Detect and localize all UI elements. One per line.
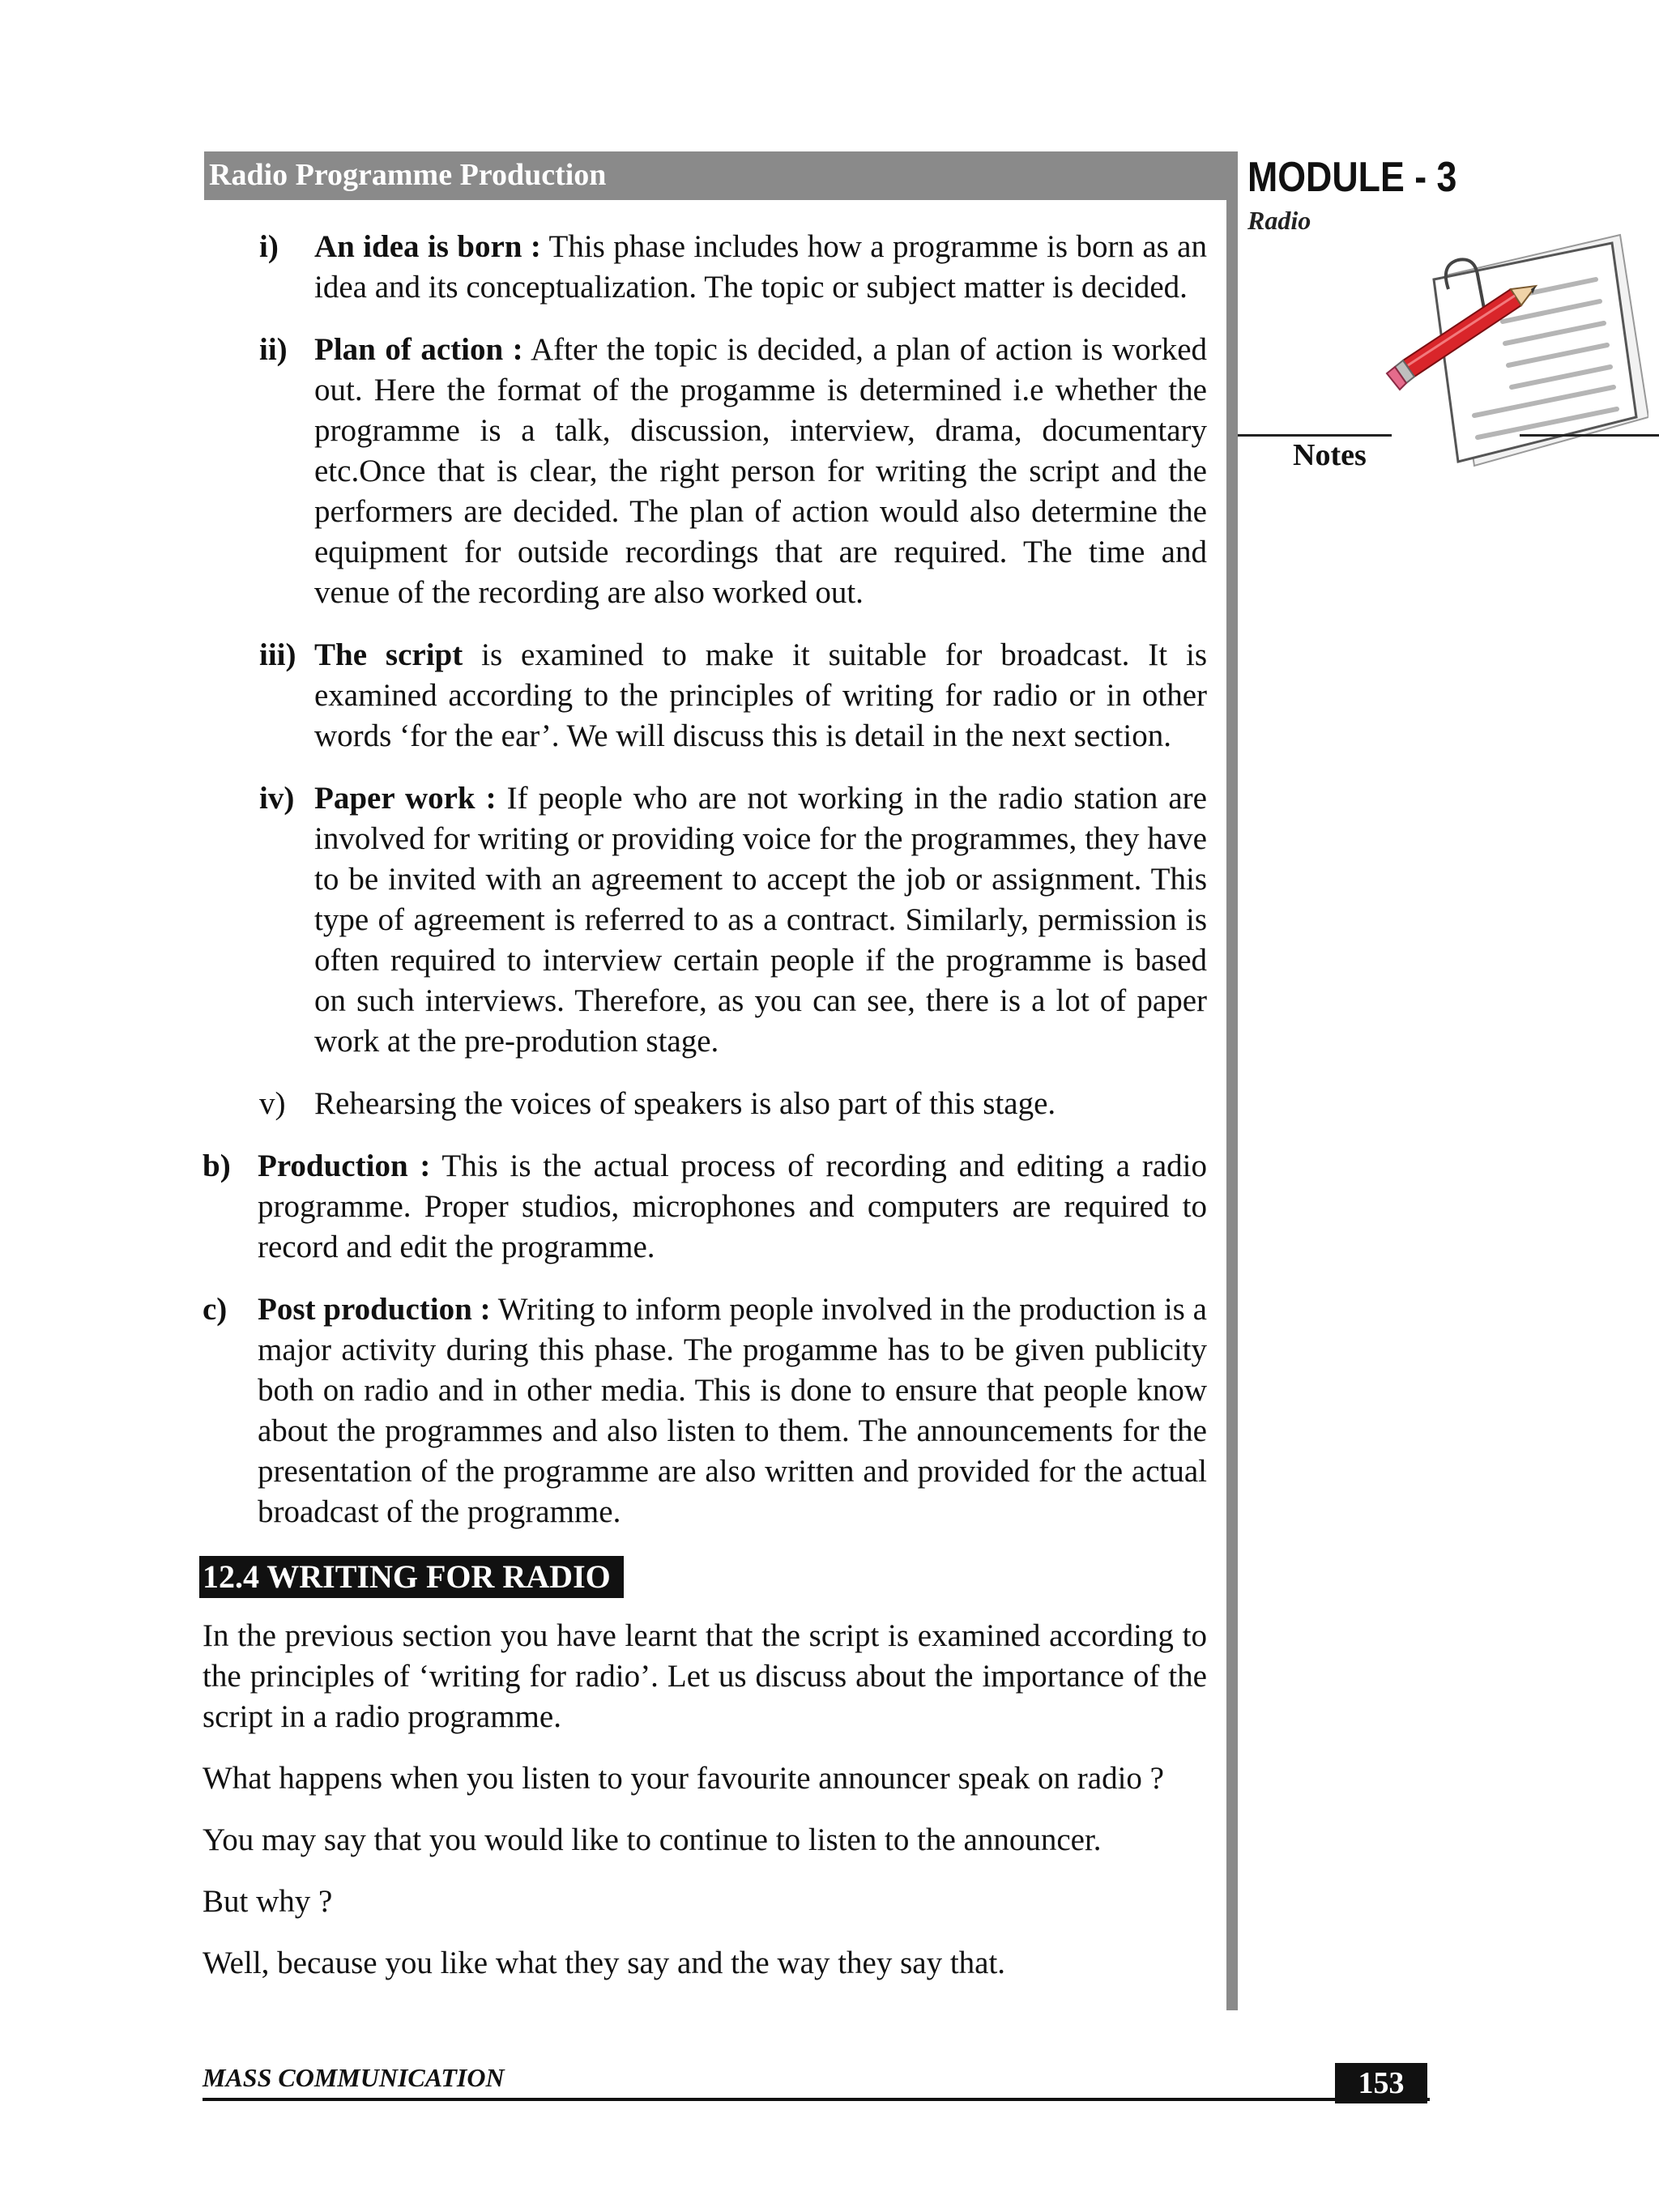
footer-label: MASS COMMUNICATION (203, 2063, 505, 2092)
body-paragraph: But why ? (203, 1884, 333, 1919)
body-paragraph: You may say that you would like to continue to listen to the announcer. (203, 1822, 1102, 1857)
section-heading: 12.4 WRITING FOR RADIO (199, 1556, 624, 1598)
page-number: 153 (1335, 2063, 1427, 2103)
body-paragraph: In the previous section you have learnt that the script is examined according to the principles of ‘writing for radio’. Let us discuss about the importance of the script in a radio programme. (203, 1618, 1207, 1734)
notepad-with-pencil-icon (1377, 231, 1648, 478)
list-item (203, 1084, 1207, 1124)
notes-rule-right (1520, 434, 1659, 437)
phase-item (203, 1146, 1207, 1268)
phase-marker: b) (203, 1149, 231, 1183)
phase-term: Production : (258, 1149, 431, 1183)
item-text: is examined to make it suitable for broadcast. It is examined according to the principles of writing for radio or in other words ‘for the ear’. We will discuss this is detail in the next section. (314, 637, 1207, 753)
list-marker: ii) (259, 332, 288, 367)
running-header-title: Radio Programme Production (209, 158, 607, 192)
item-text: If people who are not working in the radio station are involved for writing or providing voice for the programmes, they have to be invited with an agreement to accept the job or assignment. This type of agreement is referred to as a contract. Similarly, permission is often required to interview certain people if the programme is based on such interviews. Therefore, as you can see, there is a lot of paper work at the pre-prodution stage. (314, 781, 1207, 1059)
list-item (203, 227, 1207, 308)
list-item (203, 330, 1207, 613)
item-term: Plan of action : (314, 332, 523, 367)
list-item (203, 778, 1207, 1062)
item-term: Paper work : (314, 781, 497, 816)
body-paragraph: Well, because you like what they say and the way they say that. (203, 1946, 1006, 1980)
list-item (203, 635, 1207, 757)
notes-label: Notes (1293, 438, 1367, 472)
list-marker: v) (259, 1086, 286, 1121)
phase-item (203, 1289, 1207, 1532)
main-content (203, 227, 1207, 2005)
module-subtitle: Radio (1247, 206, 1311, 235)
phase-text: This is the actual process of recording and editing a radio programme. Proper studios, microphones and computers are required to record and edit the programme. (258, 1149, 1207, 1264)
phase-text: Writing to inform people involved in the production is a major activity during this phase. The progamme has to be given publicity both on radio and in other media. This is done to ensure that people know about the programmes and also listen to them. The announcements for the presentation of the programme are also written and provided for the actual broadcast of the programme. (258, 1292, 1207, 1529)
item-text: Rehearsing the voices of speakers is also part of this stage. (314, 1086, 1056, 1121)
item-term: The script (314, 637, 463, 672)
phase-term: Post production : (258, 1292, 491, 1327)
item-text: After the topic is decided, a plan of action is worked out. Here the format of the progamme is determined i.e whether the programme is a talk, discussion, interview, drama, documentary etc.Once that is clear, the right person for writing the script and the performers are decided. The plan of action would also determine the equipment for outside recordings that are required. The time and venue of the recording are also worked out. (314, 332, 1207, 610)
list-marker: iv) (259, 781, 295, 816)
list-marker: i) (259, 229, 279, 264)
module-title: MODULE - 3 (1247, 154, 1457, 201)
margin-divider (1226, 151, 1238, 2010)
body-paragraph: What happens when you listen to your favourite announcer speak on radio ? (203, 1761, 1164, 1796)
footer-rule (203, 2098, 1430, 2101)
item-term: An idea is born : (314, 229, 541, 264)
item-text: This phase includes how a programme is born as an idea and its conceptualization. The topic or subject matter is decided. (314, 229, 1207, 305)
phase-marker: c) (203, 1292, 228, 1327)
list-marker: iii) (259, 637, 296, 672)
